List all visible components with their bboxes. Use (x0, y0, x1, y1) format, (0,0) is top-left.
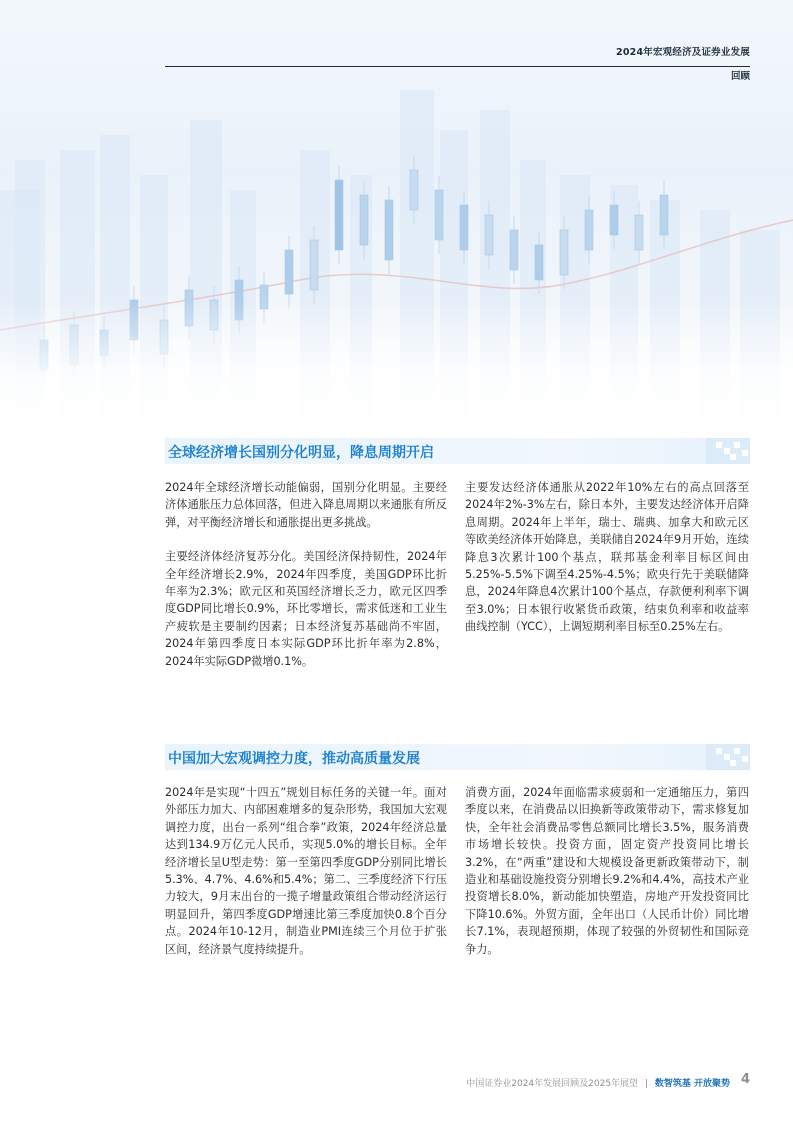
section-1-left-column (165, 784, 447, 958)
paragraph: 2024年全球经济增长动能偏弱，国别分化明显。主要经济体通胀压力总体回落，但进入降息周期以来通胀有所反弹，对平衡经济增长和通胀提出更多挑战。 (165, 481, 447, 529)
candle-body (310, 240, 318, 290)
section-0-right-column (465, 479, 749, 636)
candle-body (610, 205, 618, 235)
section-heading-global (165, 438, 750, 464)
section-heading-china (165, 744, 750, 770)
hero-fade (0, 300, 793, 430)
candle-body (485, 215, 493, 255)
section-0-left-column (165, 479, 447, 670)
paragraph: 消费方面，2024年面临需求疲弱和一定通缩压力，第四季度以来，在消费品以旧换新等政策带动下，需求修复加快，全年社会消费品零售总额同比增长3.5%，服务消费市场增长较快。投资方面，固定资产投资同比增长3.2%，在“两重”建设和大规模设备更新政策带动下，制造业和基础设施投资分别增长9.2%和4.4%，高技术产业投资增长8.0%，新动能加快塑造，房地产开发投资同比下降10.6%。外贸方面，全年出口（人民币计价）同比增长7.1%，表现超预期，体现了较强的外贸韧性和国际竞争力。 (465, 786, 749, 956)
candle-body (360, 195, 368, 245)
candle-body (335, 180, 343, 250)
footer (466, 1076, 730, 1089)
footer-separator: | (644, 1079, 648, 1089)
candle-body (560, 230, 568, 275)
pixel-decoration-icon (706, 744, 750, 770)
footer-tagline: 数智筑基 开放聚势 (654, 1079, 730, 1089)
hero-banner (0, 0, 793, 430)
candle-body (435, 190, 443, 240)
section-1-right-column (465, 784, 749, 958)
candle-body (660, 195, 668, 235)
candle-body (585, 210, 593, 250)
page-number: 4 (740, 1072, 750, 1087)
candle-body (285, 250, 293, 294)
candle-body (385, 200, 393, 260)
header-subtitle: 回顾 (730, 71, 750, 82)
header-title: 2024年宏观经济及证券业发展 (616, 47, 750, 58)
header-rule (165, 66, 750, 67)
footer-report-title: 中国证券业2024年发展回顾及2025年展望 (466, 1079, 639, 1089)
paragraph: 主要发达经济体通胀从2022年10%左右的高点回落至2024年2%-3%左右，除日本外，主要发达经济体开启降息周期。2024年上半年，瑞士、瑞典、加拿大和欧元区等欧美经济体开始降息，美联储自2024年9月开始，连续降息3次累计100个基点，联邦基金利率目标区间由5.25%-5.5%下调至4.25%-4.5%；欧央行先于美联储降息，2024年降息4次累计100个基点，存款便利利率下调至3.0%；日本银行收紧货币政策，结束负利率和收益率曲线控制（YCC），上调短期利率目标至0.25%左右。 (465, 481, 749, 634)
candle-body (535, 245, 543, 280)
section-title: 中国加大宏观调控力度，推动高质量发展 (168, 751, 420, 767)
paragraph: 主要经济体经济复苏分化。美国经济保持韧性，2024年全年经济增长2.9%，2024年四季度，美国GDP环比折年率为2.3%；欧元区和英国经济增长乏力，欧元区四季度GDP同比增长0.9%，环比零增长，需求低迷和工业生产疲软是主要制约因素；日本经济复苏基础尚不牢固，2024年第四季度日本实际GDP环比折年率为2.8%，2024年实际GDP微增0.1%。 (165, 550, 447, 668)
section-title: 全球经济增长国别分化明显，降息周期开启 (168, 445, 434, 461)
candle-body (635, 215, 643, 250)
pixel-decoration-icon (706, 438, 750, 464)
candle-body (460, 205, 468, 250)
candle-body (410, 170, 418, 210)
paragraph: 2024年是实现“十四五”规划目标任务的关键一年。面对外部压力加大、内部困难增多的复杂形势，我国加大宏观调控力度，出台一系列“组合拳”政策，2024年经济总量达到134.9万亿元人民币，实现5.0%的增长目标。全年经济增长呈U型走势：第一至第四季度GDP分别同比增长5.3%、4.7%、4.6%和5.4%；第二、三季度经济下行压力较大，9月末出台的一揽子增量政策组合带动经济运行明显回升，第四季度GDP增速比第三季度加快0.8个百分点。2024年10-12月，制造业PMI连续三个月位于扩张区间，经济景气度持续提升。 (165, 786, 447, 956)
candle-body (510, 230, 518, 270)
